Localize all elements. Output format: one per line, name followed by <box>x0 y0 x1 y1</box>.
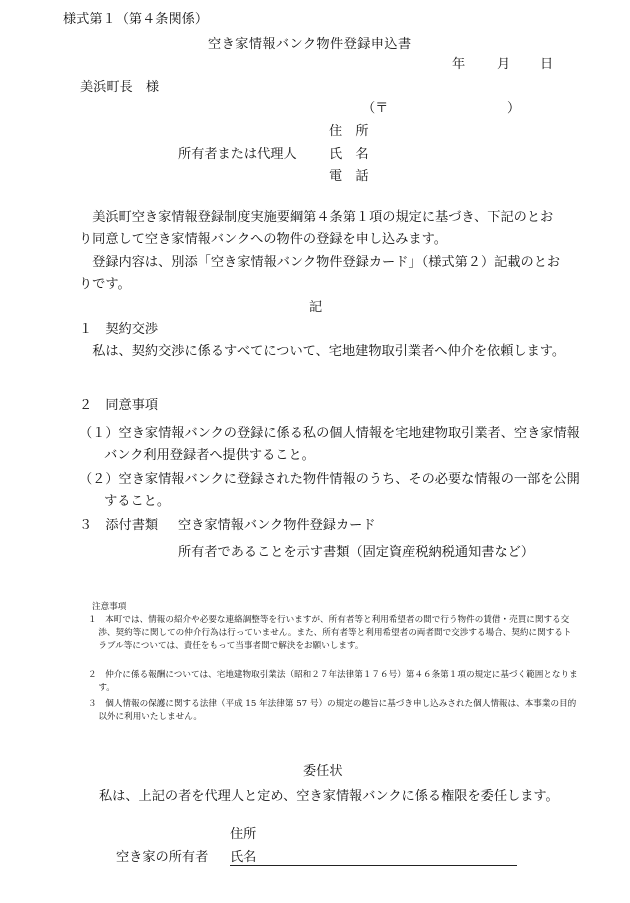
applicant-role: 所有者または代理人 <box>178 147 297 162</box>
note-2: ２ 仲介に係る報酬については、宅地建物取引業法（昭和２７年法律第１７６号）第４６条第１項の規定に基づく範囲となります。 <box>88 670 578 693</box>
attachment-doc-2: 所有者であることを示す書類（固定資産税納税通知書など） <box>178 545 535 560</box>
proxy-owner-label: 空き家の所有者 <box>116 850 209 865</box>
date-day-label: 日 <box>540 57 554 72</box>
postal-code-field: （〒 ） <box>362 101 521 116</box>
section-3-heading: ３ 添付書類 <box>79 518 159 533</box>
registration-content-paragraph: 登録内容は、別添「空き家情報バンク物件登録カード」（様式第２）記載のとおりです。 <box>79 255 561 292</box>
section-2-item-2: （２）空き家情報バンクに登録された物件情報のうち、その必要な情報の一部を公開すること。 <box>79 472 580 509</box>
proxy-address-label: 住所 <box>230 827 257 842</box>
date-month-label: 月 <box>497 57 511 72</box>
section-1-text: 私は、契約交渉に係るすべてについて、宅地建物取引業者へ仲介を依頼します。 <box>92 344 566 359</box>
applicant-address-label: 住 所 <box>329 124 369 139</box>
attachment-doc-1: 空き家情報バンク物件登録カード <box>178 518 376 533</box>
applicant-phone-label: 電 話 <box>329 169 369 184</box>
section-2-item-1: （１）空き家情報バンクの登録に係る私の個人情報を宅地建物取引業者、空き家情報バンク利用登録者へ提供すること。 <box>79 426 580 463</box>
section-1-heading: １ 契約交渉 <box>79 322 159 337</box>
proxy-name-label: 氏名 <box>230 850 257 865</box>
date-year-label: 年 <box>452 57 466 72</box>
proxy-name-line <box>230 865 517 866</box>
form-title: 空き家情報バンク物件登録申込書 <box>208 37 412 52</box>
form-id: 様式第１（第４条関係） <box>63 12 209 27</box>
intro-paragraph: 美浜町空き家情報登録制度実施要綱第４条第１項の規定に基づき、下記のとおり同意して空き家情報バンクへの物件の登録を申し込みます。 <box>79 210 554 247</box>
addressee: 美浜町長 様 <box>80 80 160 95</box>
proxy-title: 委任状 <box>303 764 343 779</box>
applicant-name-label: 氏 名 <box>329 147 369 162</box>
proxy-text: 私は、上記の者を代理人と定め、空き家情報バンクに係る権限を委任します。 <box>99 789 559 804</box>
section-2-heading: ２ 同意事項 <box>79 398 159 413</box>
notes-heading: 注意事項 <box>92 602 127 612</box>
note-3: ３ 個人情報の保護に関する法律（平成 15 年法律第 57 号）の規定の趣旨に基づき申し込みされた個人情報は、本事業の目的以外に利用いたしません。 <box>88 699 577 722</box>
ki-heading: 記 <box>309 300 323 315</box>
note-1: １ 本町では、情報の紹介や必要な連絡調整等を行いますが、所有者等と利用希望者の間で行う物件の賃借・売買に関する交渉、契約等に関しての仲介行為は行っていません。また、所有者等と利用希望者の両者間で交渉する場合、契約に関するトラブル等については、責任をもって当事者間で解決をお願いします。 <box>88 615 572 651</box>
